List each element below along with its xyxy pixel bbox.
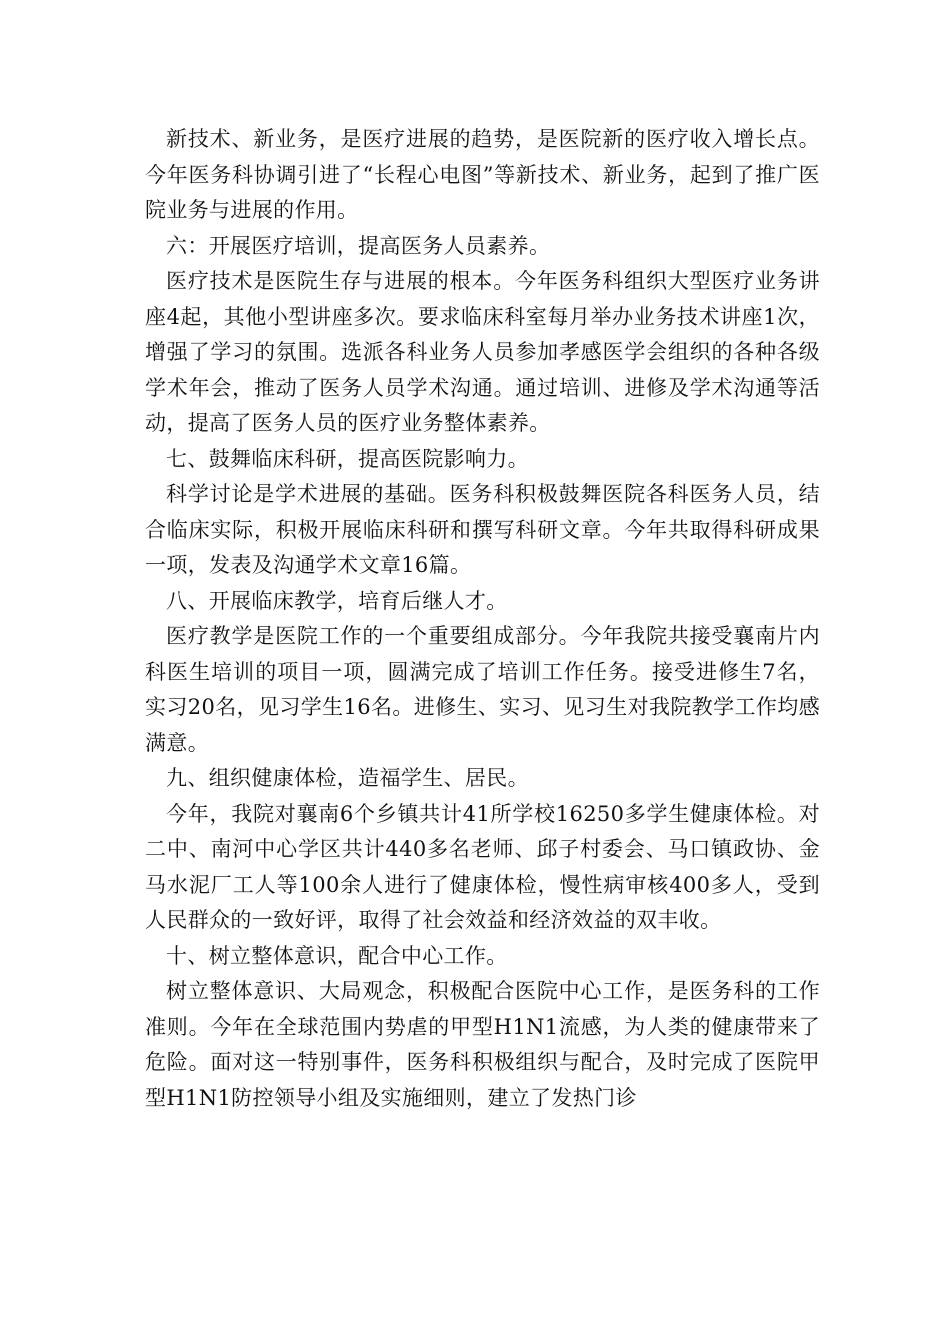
paragraph-new-technology: 新技术、新业务，是医疗进展的趋势，是医院新的医疗收入增长点。今年医务科协调引进了“长程心电图”等新技术、新业务，起到了推广医院业务与进展的作用。 (145, 127, 820, 222)
paragraph-overall-awareness: 树立整体意识、大局观念，积极配合医院中心工作，是医务科的工作准则。今年在全球范围内势虐的甲型H1N1流感，为人类的健康带来了危险。面对这一特别事件，医务科积极组织与配合，及时完成了医院甲型H1N1防控领导小组及实施细则，建立了发热门诊 (145, 979, 820, 1110)
section-heading-8: 八、开展临床教学，培育后继人才。 (166, 588, 508, 613)
section-heading-10: 十、树立整体意识，配合中心工作。 (166, 943, 508, 968)
paragraph-clinical-research: 科学讨论是学术进展的基础。医务科积极鼓舞医院各科医务人员，结合临床实际，积极开展临床科研和撰写科研文章。今年共取得科研成果一项，发表及沟通学术文章16篇。 (145, 482, 820, 577)
paragraph-health-checkup: 今年，我院对襄南6个乡镇共计41所学校16250多学生健康体检。对二中、南河中心学区共计440多名老师、邱子村委会、马口镇政协、金马水泥厂工人等100余人进行了健康体检，慢性病审核400多人，受到人民群众的一致好评，取得了社会效益和经济效益的双丰收。 (145, 801, 820, 932)
section-heading-6: 六：开展医疗培训，提高医务人员素养。 (166, 233, 551, 258)
section-heading-9: 九、组织健康体检，造福学生、居民。 (166, 766, 529, 790)
section-heading-7: 七、鼓舞临床科研，提高医院影响力。 (166, 446, 529, 471)
paragraph-medical-training: 医疗技术是医院生存与进展的根本。今年医务科组织大型医疗业务讲座4起，其他小型讲座多次。要求临床科室每月举办业务技术讲座1次，增强了学习的氛围。选派各科业务人员参加孝感医学会组织的各种各级学术年会，推动了医务人员学术沟通。通过培训、进修及学术沟通等活动，提高了医务人员的医疗业务整体素养。 (145, 269, 820, 435)
paragraph-clinical-teaching: 医疗教学是医院工作的一个重要组成部分。今年我院共接受襄南片内科医生培训的项目一项，圆满完成了培训工作任务。接受进修生7名，实习20名，见习学生16名。进修生、实习、见习生对我院教学工作均感满意。 (145, 624, 820, 755)
document-page (145, 122, 820, 1116)
